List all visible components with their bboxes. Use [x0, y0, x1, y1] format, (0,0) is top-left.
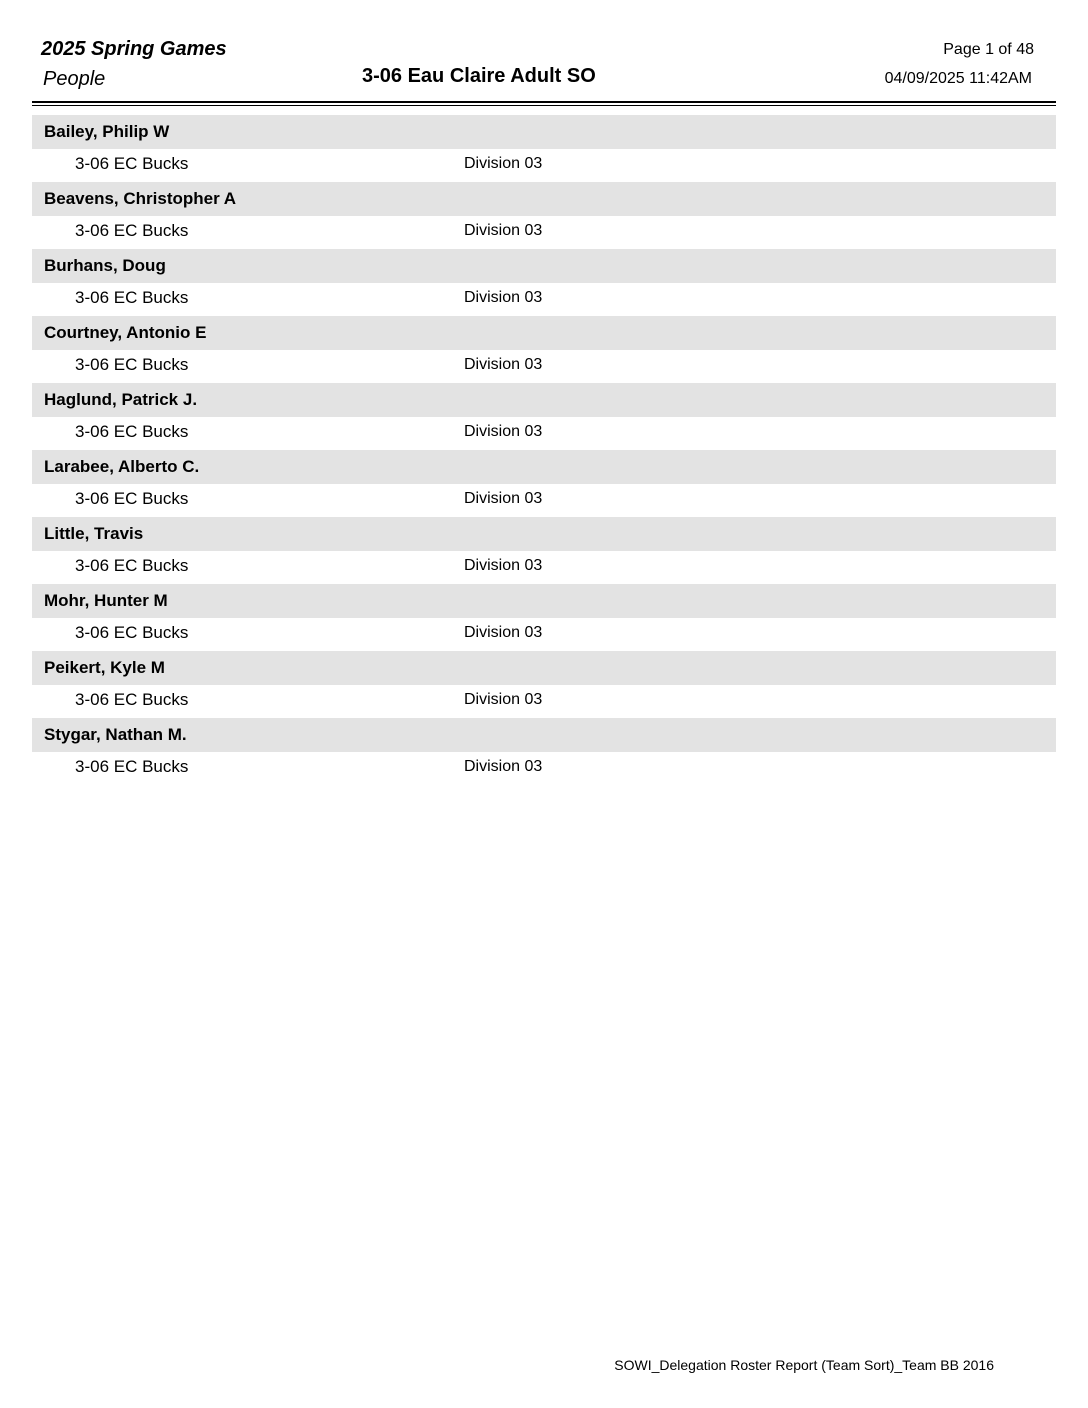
person-name-row	[32, 115, 1056, 149]
person-name-row	[32, 316, 1056, 350]
division-label: Division 03	[464, 289, 543, 306]
delegation-title: 3-06 Eau Claire Adult SO	[362, 65, 596, 87]
division-label: Division 03	[464, 222, 543, 239]
person-name: Burhans, Doug	[44, 256, 166, 275]
person-entry	[32, 115, 1056, 182]
division-label: Division 03	[464, 356, 543, 373]
person-entry	[32, 249, 1056, 316]
team-name: 3-06 EC Bucks	[75, 556, 189, 575]
event-title: 2025 Spring Games	[41, 38, 227, 60]
report-header	[0, 0, 1088, 110]
division-label: Division 03	[464, 691, 543, 708]
person-entry	[32, 584, 1056, 651]
person-entry	[32, 316, 1056, 383]
person-name: Courtney, Antonio E	[44, 323, 207, 342]
division-label: Division 03	[464, 490, 543, 507]
division-label: Division 03	[464, 758, 543, 775]
person-name: Bailey, Philip W	[44, 122, 170, 141]
person-entry	[32, 651, 1056, 718]
team-name: 3-06 EC Bucks	[75, 355, 189, 374]
person-entry	[32, 718, 1056, 785]
team-name: 3-06 EC Bucks	[75, 154, 189, 173]
team-name: 3-06 EC Bucks	[75, 690, 189, 709]
person-name-row	[32, 249, 1056, 283]
person-name: Beavens, Christopher A	[44, 189, 237, 208]
header-divider-thick	[32, 101, 1056, 103]
person-name: Haglund, Patrick J.	[44, 390, 198, 409]
person-name: Larabee, Alberto C.	[44, 457, 200, 476]
person-entry	[32, 517, 1056, 584]
person-entry	[32, 182, 1056, 249]
person-name: Mohr, Hunter M	[44, 591, 168, 610]
person-name-row	[32, 517, 1056, 551]
division-label: Division 03	[464, 155, 543, 172]
person-name: Little, Travis	[44, 524, 144, 543]
person-name-row	[32, 651, 1056, 685]
person-name-row	[32, 718, 1056, 752]
person-name-row	[32, 584, 1056, 618]
person-name: Peikert, Kyle M	[44, 658, 165, 677]
header-divider-thin	[32, 105, 1056, 106]
roster-list	[32, 115, 1056, 785]
person-entry	[32, 450, 1056, 517]
team-name: 3-06 EC Bucks	[75, 757, 189, 776]
person-name-row	[32, 182, 1056, 216]
team-name: 3-06 EC Bucks	[75, 489, 189, 508]
person-name-row	[32, 450, 1056, 484]
team-name: 3-06 EC Bucks	[75, 422, 189, 441]
division-label: Division 03	[464, 423, 543, 440]
team-name: 3-06 EC Bucks	[75, 221, 189, 240]
team-name: 3-06 EC Bucks	[75, 288, 189, 307]
division-label: Division 03	[464, 624, 543, 641]
person-entry	[32, 383, 1056, 450]
person-name: Stygar, Nathan M.	[44, 725, 187, 744]
footer-report-name: SOWI_Delegation Roster Report (Team Sort)_Team BB 2016	[614, 1357, 994, 1373]
page-number: Page 1 of 48	[943, 41, 1034, 58]
team-name: 3-06 EC Bucks	[75, 623, 189, 642]
person-name-row	[32, 383, 1056, 417]
report-timestamp: 04/09/2025 11:42AM	[884, 70, 1032, 87]
section-label: People	[43, 68, 106, 90]
division-label: Division 03	[464, 557, 543, 574]
